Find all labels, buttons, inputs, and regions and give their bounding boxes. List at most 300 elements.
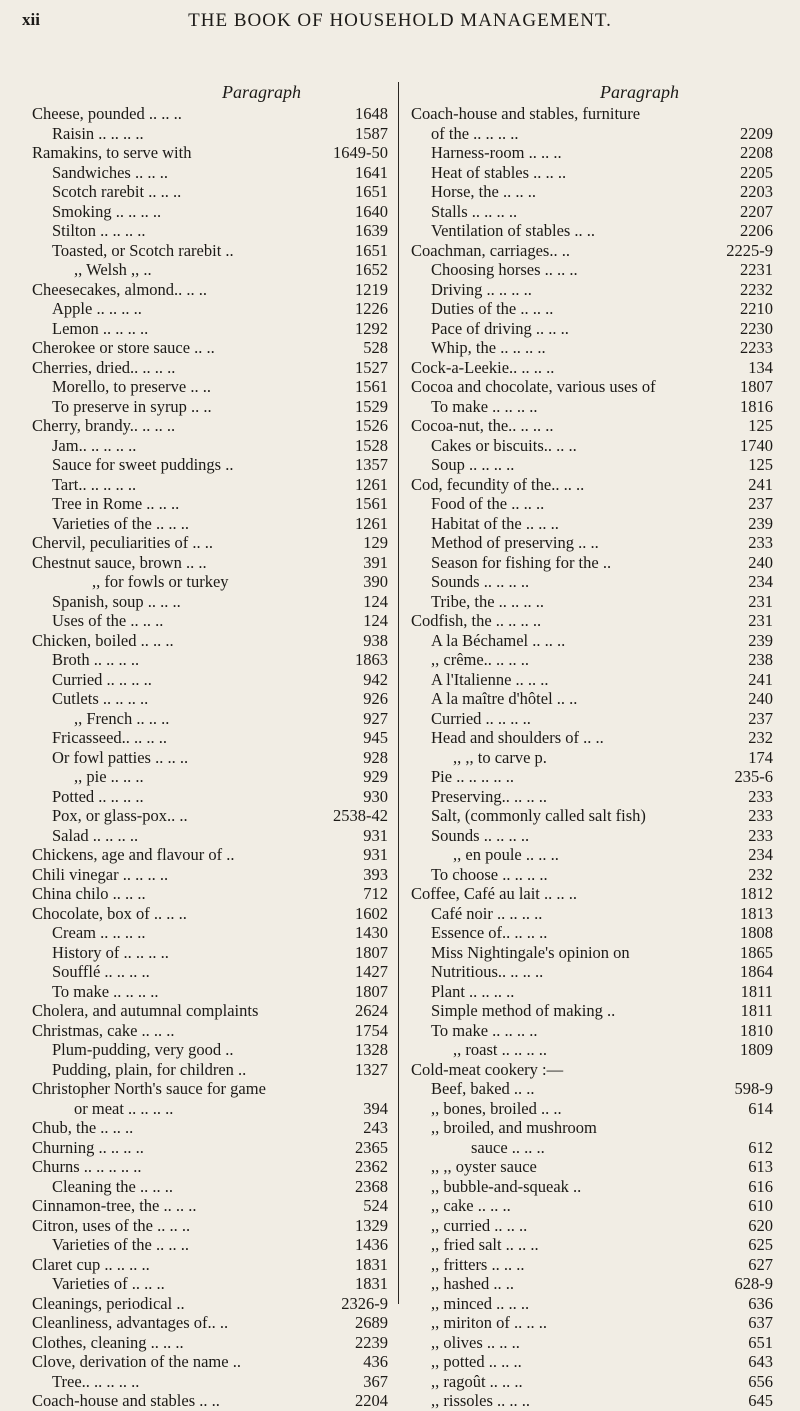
index-entry: [32, 221, 388, 241]
index-entry: [411, 1060, 773, 1080]
index-entry: [411, 1216, 773, 1236]
entry-paragraph-number: 2624: [355, 1001, 388, 1020]
entry-paragraph-number: 391: [363, 552, 388, 572]
entry-text: Cold-meat cookery :—: [411, 1059, 564, 1079]
entry-paragraph-number: 2204: [355, 1391, 388, 1410]
index-entry: [411, 104, 773, 124]
entry-text: Tribe, the .. .. .. ..: [431, 591, 545, 611]
entry-paragraph-number: 1292: [355, 318, 388, 338]
entry-paragraph-number: 927: [363, 708, 388, 728]
index-entry: [411, 865, 773, 885]
index-entry: [411, 436, 773, 456]
entry-text: Cherokee or store sauce .. ..: [32, 338, 215, 357]
index-entry: [32, 650, 388, 670]
entry-paragraph-number: 129: [363, 533, 388, 552]
entry-text: Curried .. .. .. ..: [431, 708, 531, 728]
entry-text: Chicken, boiled .. .. ..: [32, 630, 174, 650]
entry-paragraph-number: 2206: [740, 221, 773, 240]
index-entry: [411, 767, 773, 787]
entry-paragraph-number: 643: [748, 1352, 773, 1371]
entry-paragraph-number: 656: [748, 1371, 773, 1391]
entry-text: To choose .. .. .. ..: [431, 864, 548, 884]
entry-paragraph-number: 928: [363, 747, 388, 767]
entry-paragraph-number: 938: [363, 630, 388, 650]
entry-paragraph-number: 239: [748, 630, 773, 650]
entry-text: Cleaning the .. .. ..: [52, 1176, 173, 1196]
entry-paragraph-number: 1812: [740, 884, 773, 903]
entry-paragraph-number: 930: [363, 786, 388, 806]
entry-text: Tart.. .. .. .. ..: [52, 474, 137, 494]
index-entry: [411, 826, 773, 846]
index-entry: [32, 1313, 388, 1333]
entry-paragraph-number: 1831: [355, 1254, 388, 1274]
entry-paragraph-number: 620: [748, 1215, 773, 1235]
entry-text: ,, bones, broiled .. ..: [431, 1098, 562, 1118]
entry-text: Horse, the .. .. ..: [431, 182, 536, 201]
entry-paragraph-number: 174: [748, 747, 773, 767]
index-entry: [411, 1177, 773, 1197]
index-entry: [32, 748, 388, 768]
entry-paragraph-number: 651: [748, 1332, 773, 1352]
entry-text: Christopher North's sauce for game: [32, 1079, 266, 1098]
index-entry: [411, 221, 773, 241]
entry-text: Potted .. .. .. ..: [52, 786, 144, 806]
index-entry: [32, 143, 388, 163]
entry-text: History of .. .. .. ..: [52, 942, 169, 962]
entry-paragraph-number: 436: [363, 1352, 388, 1371]
entry-paragraph-number: 367: [363, 1371, 388, 1391]
entry-paragraph-number: 1813: [740, 903, 773, 923]
entry-text: Raisin .. .. .. ..: [52, 123, 144, 143]
entry-paragraph-number: 2239: [355, 1332, 388, 1352]
entry-text: To make .. .. .. ..: [52, 981, 159, 1001]
entry-paragraph-number: 124: [363, 591, 388, 611]
entry-paragraph-number: 1641: [355, 162, 388, 182]
entry-paragraph-number: 1810: [740, 1020, 773, 1040]
entry-text: Sauce for sweet puddings ..: [52, 455, 234, 474]
entry-paragraph-number: 2209: [740, 123, 773, 143]
entry-paragraph-number: 1328: [355, 1040, 388, 1059]
entry-paragraph-number: 625: [748, 1235, 773, 1254]
entry-text: ,, ragoût .. .. ..: [431, 1371, 523, 1391]
entry-text: Cherries, dried.. .. .. ..: [32, 357, 176, 377]
entry-paragraph-number: 1527: [355, 357, 388, 377]
entry-paragraph-number: 1261: [355, 474, 388, 494]
entry-paragraph-number: 2230: [740, 318, 773, 338]
index-entry: [411, 904, 773, 924]
entry-paragraph-number: 124: [363, 611, 388, 630]
index-entry: [32, 494, 388, 514]
entry-text: Preserving.. .. .. ..: [431, 786, 547, 806]
entry-paragraph-number: 2233: [740, 338, 773, 357]
entry-paragraph-number: 241: [748, 474, 773, 494]
index-entry: [411, 1021, 773, 1041]
index-entry: [411, 1372, 773, 1392]
index-entry: [32, 475, 388, 495]
index-entry: [32, 319, 388, 339]
entry-paragraph-number: 1807: [355, 981, 388, 1001]
index-entry: [411, 689, 773, 709]
entry-paragraph-number: 1436: [355, 1235, 388, 1254]
entry-text: Pace of driving .. .. ..: [431, 318, 569, 338]
entry-paragraph-number: 2208: [740, 143, 773, 162]
entry-paragraph-number: 628-9: [734, 1274, 773, 1293]
entry-text: Cakes or biscuits.. .. ..: [431, 435, 577, 455]
entry-text: To preserve in syrup .. ..: [52, 396, 212, 416]
entry-text: Smoking .. .. .. ..: [52, 201, 162, 221]
entry-paragraph-number: 1640: [355, 201, 388, 221]
index-entry: [411, 260, 773, 280]
entry-text: Chocolate, box of .. .. ..: [32, 903, 187, 923]
entry-text: Food of the .. .. ..: [431, 494, 545, 513]
entry-text: Varieties of the .. .. ..: [52, 513, 190, 533]
entry-text: Tree.. .. .. .. ..: [52, 1371, 140, 1391]
entry-text: Pie .. .. .. .. ..: [431, 767, 514, 786]
entry-paragraph-number: 645: [748, 1391, 773, 1410]
entry-text: ,, bubble-and-squeak ..: [431, 1176, 582, 1196]
index-entry: [32, 982, 388, 1002]
entry-text: Cheesecakes, almond.. .. ..: [32, 279, 208, 299]
entry-paragraph-number: 2205: [740, 162, 773, 182]
index-entry: [32, 202, 388, 222]
index-entry: [411, 338, 773, 358]
entry-text: Cinnamon-tree, the .. .. ..: [32, 1196, 197, 1215]
index-entry: [411, 728, 773, 748]
index-entry: [411, 1157, 773, 1177]
entry-paragraph-number: 929: [363, 767, 388, 786]
entry-paragraph-number: 233: [748, 806, 773, 825]
entry-text: ,, en poule .. .. ..: [453, 845, 559, 864]
entry-paragraph-number: 1226: [355, 299, 388, 318]
entry-paragraph-number: 945: [363, 728, 388, 747]
entry-text: A la maître d'hôtel .. ..: [431, 689, 578, 708]
index-entry: [411, 611, 773, 631]
index-entry: [32, 553, 388, 573]
entry-text: A la Béchamel .. .. ..: [431, 630, 566, 650]
entry-paragraph-number: 393: [363, 864, 388, 884]
entry-text: Cock-a-Leekie.. .. .. ..: [411, 357, 555, 377]
entry-text: Churns .. .. .. .. ..: [32, 1157, 142, 1176]
entry-paragraph-number: 394: [363, 1098, 388, 1118]
entry-paragraph-number: 1648: [355, 104, 388, 123]
entry-text: Duties of the .. .. ..: [431, 299, 554, 318]
entry-paragraph-number: 627: [748, 1254, 773, 1274]
entry-text: To make .. .. .. ..: [431, 396, 538, 416]
entry-paragraph-number: 2203: [740, 182, 773, 201]
index-entry: [32, 904, 388, 924]
entry-paragraph-number: 233: [748, 786, 773, 806]
entry-paragraph-number: 2225-9: [726, 240, 773, 260]
index-entry: [32, 845, 388, 865]
left-column-heading: Paragraph: [222, 82, 302, 102]
entry-paragraph-number: 926: [363, 689, 388, 708]
index-entry: [32, 124, 388, 144]
entry-text: China chilo .. .. ..: [32, 884, 146, 903]
entry-text: Cutlets .. .. .. ..: [52, 689, 149, 708]
entry-text: Cleanings, periodical ..: [32, 1293, 185, 1313]
index-entry: [411, 1391, 773, 1411]
entry-text: Simple method of making ..: [431, 1001, 616, 1020]
entry-paragraph-number: 1528: [355, 435, 388, 455]
index-entry: [32, 436, 388, 456]
entry-text: Morello, to preserve .. ..: [52, 377, 211, 396]
entry-paragraph-number: 232: [748, 864, 773, 884]
entry-text: Broth .. .. .. ..: [52, 650, 140, 669]
entry-paragraph-number: 1427: [355, 962, 388, 981]
entry-paragraph-number: 231: [748, 591, 773, 611]
entry-text: Chub, the .. .. ..: [32, 1118, 134, 1137]
entry-paragraph-number: 1807: [355, 942, 388, 962]
entry-text: Whip, the .. .. .. ..: [431, 338, 546, 357]
entry-paragraph-number: 1561: [355, 377, 388, 396]
entry-paragraph-number: 1808: [740, 923, 773, 942]
index-entry: [32, 1177, 388, 1197]
entry-paragraph-number: 125: [748, 416, 773, 435]
index-entry: [411, 592, 773, 612]
index-entry: [411, 1313, 773, 1333]
entry-paragraph-number: 1864: [740, 962, 773, 981]
index-entry: [32, 358, 388, 378]
entry-paragraph-number: 233: [748, 825, 773, 845]
entry-paragraph-number: 1809: [740, 1040, 773, 1059]
entry-text: Spanish, soup .. .. ..: [52, 591, 181, 611]
index-entry: [411, 1255, 773, 1275]
entry-text: Citron, uses of the .. .. ..: [32, 1215, 191, 1235]
entry-paragraph-number: 243: [363, 1118, 388, 1137]
entry-paragraph-number: 598-9: [734, 1079, 773, 1098]
index-entry: [32, 1079, 388, 1099]
index-entry: [32, 1255, 388, 1275]
entry-text: Sandwiches .. .. ..: [52, 162, 168, 182]
entry-text: ,, crême.. .. .. ..: [431, 650, 530, 669]
entry-text: or meat .. .. .. ..: [74, 1098, 174, 1118]
entry-text: Cod, fecundity of the.. .. ..: [411, 474, 585, 494]
index-entry: [32, 923, 388, 943]
entry-paragraph-number: 528: [363, 338, 388, 357]
entry-text: Harness-room .. .. ..: [431, 143, 562, 162]
index-entry: [32, 1099, 388, 1119]
index-entry: [32, 826, 388, 846]
index-entry: [411, 1352, 773, 1372]
entry-text: Plum-pudding, very good ..: [52, 1040, 234, 1059]
entry-text: Uses of the .. .. ..: [52, 611, 164, 630]
page-number: xii: [22, 10, 40, 29]
entry-text: Coffee, Café au lait .. .. ..: [411, 884, 578, 903]
right-entry-list: [411, 104, 773, 1411]
index-entry: [411, 514, 773, 534]
index-entry: [411, 241, 773, 261]
entry-text: ,, fried salt .. .. ..: [431, 1235, 539, 1254]
entry-text: Salt, (commonly called salt fish): [431, 806, 646, 825]
entry-text: ,, cake .. .. ..: [431, 1196, 511, 1215]
entry-paragraph-number: 241: [748, 669, 773, 689]
entry-paragraph-number: 238: [748, 650, 773, 669]
entry-text: Varieties of .. .. ..: [52, 1274, 165, 1293]
entry-text: Cherry, brandy.. .. .. ..: [32, 416, 176, 435]
entry-text: A l'Italienne .. .. ..: [431, 669, 549, 689]
entry-paragraph-number: 637: [748, 1313, 773, 1332]
index-entry: [411, 1196, 773, 1216]
index-entry: [32, 1352, 388, 1372]
index-entry: [32, 533, 388, 553]
entry-paragraph-number: 614: [748, 1098, 773, 1118]
index-entry: [411, 943, 773, 963]
index-entry: [411, 202, 773, 222]
entry-text: Curried .. .. .. ..: [52, 669, 152, 689]
entry-paragraph-number: 1587: [355, 123, 388, 143]
entry-text: Head and shoulders of .. ..: [431, 728, 604, 747]
entry-text: Soufflé .. .. .. ..: [52, 962, 150, 981]
entry-text: Method of preserving .. ..: [431, 533, 599, 552]
index-entry: [32, 962, 388, 982]
entry-paragraph-number: 2210: [740, 299, 773, 318]
index-entry: [32, 299, 388, 319]
index-entry: [411, 1118, 773, 1138]
entry-text: ,, pie .. .. ..: [74, 767, 144, 786]
index-entry: [411, 397, 773, 417]
index-entry: [32, 455, 388, 475]
index-entry: [411, 1079, 773, 1099]
entry-text: ,, French .. .. ..: [74, 708, 170, 728]
entry-text: To make .. .. .. ..: [431, 1020, 538, 1040]
index-entry: [32, 338, 388, 358]
entry-paragraph-number: 610: [748, 1196, 773, 1215]
entry-paragraph-number: 237: [748, 708, 773, 728]
entry-text: Toasted, or Scotch rarebit ..: [52, 240, 234, 260]
index-entry: [32, 1391, 388, 1411]
entry-paragraph-number: 1219: [355, 279, 388, 299]
entry-text: Apple .. .. .. ..: [52, 299, 142, 318]
index-entry: [411, 143, 773, 163]
index-entry: [32, 1001, 388, 1021]
entry-paragraph-number: 2689: [355, 1313, 388, 1332]
entry-text: Soup .. .. .. ..: [431, 455, 515, 474]
entry-text: Salad .. .. .. ..: [52, 825, 139, 845]
entry-paragraph-number: 942: [363, 669, 388, 689]
index-entry: [32, 1138, 388, 1158]
entry-paragraph-number: 1651: [355, 240, 388, 260]
entry-paragraph-number: 125: [748, 455, 773, 474]
entry-text: Cheese, pounded .. .. ..: [32, 104, 182, 123]
index-entry: [32, 416, 388, 436]
index-entry: [411, 475, 773, 495]
index-entry: [411, 631, 773, 651]
index-entry: [411, 1001, 773, 1021]
entry-text: Plant .. .. .. ..: [431, 981, 515, 1001]
entry-text: Or fowl patties .. .. ..: [52, 747, 189, 767]
index-entry: [411, 280, 773, 300]
entry-paragraph-number: 712: [363, 884, 388, 903]
entry-text: Ramakins, to serve with: [32, 143, 192, 162]
entry-text: Clothes, cleaning .. .. ..: [32, 1332, 184, 1352]
entry-text: Miss Nightingale's opinion on: [431, 942, 630, 962]
entry-paragraph-number: 234: [748, 572, 773, 591]
index-entry: [32, 1216, 388, 1236]
entry-text: Chervil, peculiarities of .. ..: [32, 533, 213, 552]
entry-text: ,, roast .. .. .. ..: [453, 1040, 547, 1059]
index-entry: [32, 397, 388, 417]
index-entry: [411, 1294, 773, 1314]
index-entry: [411, 748, 773, 768]
entry-text: Varieties of the .. .. ..: [52, 1235, 190, 1254]
entry-text: ,, hashed .. ..: [431, 1274, 514, 1293]
entry-text: Churning .. .. .. ..: [32, 1137, 144, 1157]
entry-paragraph-number: 1261: [355, 513, 388, 533]
index-entry: [411, 553, 773, 573]
index-entry: [411, 923, 773, 943]
entry-text: ,, miriton of .. .. ..: [431, 1313, 547, 1332]
index-entry: [32, 260, 388, 280]
entry-text: Sounds .. .. .. ..: [431, 825, 530, 845]
entry-paragraph-number: 134: [748, 357, 773, 377]
index-entry: [32, 514, 388, 534]
entry-paragraph-number: 1652: [355, 260, 388, 279]
entry-paragraph-number: 524: [363, 1196, 388, 1215]
entry-paragraph-number: 616: [748, 1176, 773, 1196]
entry-paragraph-number: 234: [748, 845, 773, 864]
left-entry-list: [32, 104, 388, 1411]
entry-text: Cleanliness, advantages of.. ..: [32, 1313, 229, 1332]
entry-paragraph-number: 239: [748, 513, 773, 533]
entry-text: Heat of stables .. .. ..: [431, 162, 567, 182]
entry-paragraph-number: 931: [363, 845, 388, 864]
entry-paragraph-number: 1740: [740, 435, 773, 455]
entry-paragraph-number: 1329: [355, 1215, 388, 1235]
entry-text: Choosing horses .. .. ..: [431, 260, 578, 279]
entry-paragraph-number: 390: [363, 572, 388, 591]
index-entry: [32, 104, 388, 124]
entry-text: Claret cup .. .. .. ..: [32, 1254, 150, 1274]
index-entry: [411, 982, 773, 1002]
index-entry: [32, 1040, 388, 1060]
entry-text: ,, for fowls or turkey: [92, 572, 229, 591]
index-entry: [32, 611, 388, 631]
index-entry: [32, 865, 388, 885]
running-title: THE BOOK OF HOUSEHOLD MANAGEMENT.: [188, 10, 612, 31]
entry-paragraph-number: 232: [748, 728, 773, 747]
entry-text: Season for fishing for the ..: [431, 552, 612, 572]
index-entry: [411, 124, 773, 144]
entry-paragraph-number: 2232: [740, 279, 773, 299]
index-entry: [32, 1060, 388, 1080]
entry-paragraph-number: 2362: [355, 1157, 388, 1176]
entry-paragraph-number: 1651: [355, 182, 388, 201]
entry-text: Beef, baked .. ..: [431, 1079, 535, 1098]
index-entry: [32, 1294, 388, 1314]
entry-text: Stilton .. .. .. ..: [52, 221, 146, 240]
entry-text: Sounds .. .. .. ..: [431, 572, 530, 591]
entry-text: ,, ,, oyster sauce: [431, 1157, 537, 1176]
entry-text: Clove, derivation of the name ..: [32, 1352, 241, 1371]
index-entry: [411, 1099, 773, 1119]
index-entry: [411, 670, 773, 690]
index-entry: [411, 455, 773, 475]
entry-paragraph-number: 1526: [355, 416, 388, 435]
entry-paragraph-number: 1831: [355, 1274, 388, 1293]
index-entry: [32, 728, 388, 748]
entry-paragraph-number: 1357: [355, 455, 388, 474]
entry-paragraph-number: 1327: [355, 1059, 388, 1079]
entry-text: ,, rissoles .. .. ..: [431, 1391, 530, 1410]
index-entry: [32, 1021, 388, 1041]
index-entry: [32, 1196, 388, 1216]
index-entry: [411, 299, 773, 319]
index-entry: [411, 709, 773, 729]
entry-paragraph-number: 2368: [355, 1176, 388, 1196]
index-entry: [32, 182, 388, 202]
entry-text: ,, fritters .. .. ..: [431, 1254, 525, 1274]
entry-paragraph-number: 2207: [740, 201, 773, 221]
